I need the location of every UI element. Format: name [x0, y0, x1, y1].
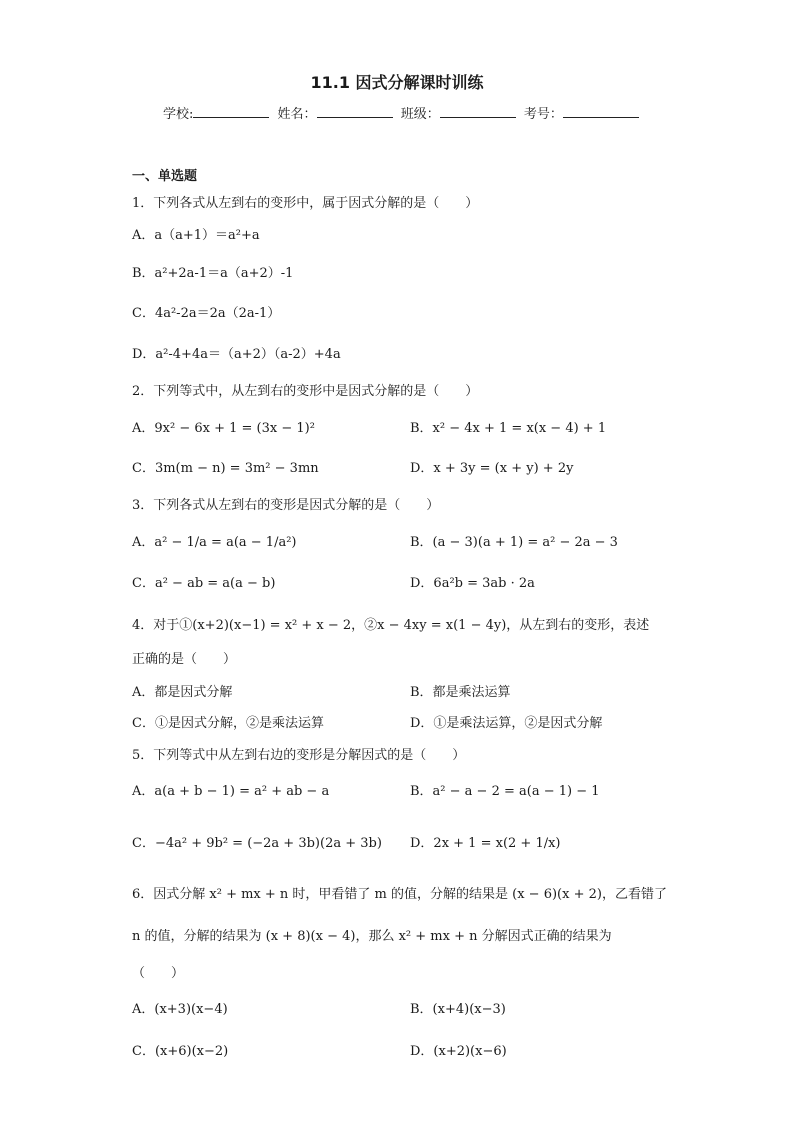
question-2-option-b: B．x² − 4x + 1 = x(x − 4) + 1 — [410, 421, 607, 436]
question-6-option-d: D．(x+2)(x−6) — [410, 1044, 507, 1059]
question-1-option-a: A．a（a+1）＝a²+a — [132, 228, 260, 243]
question-3-option-d: D．6a²b = 3ab · 2a — [410, 576, 535, 591]
question-6-option-c: C．(x+6)(x−2) — [132, 1044, 229, 1059]
question-2-option-c: C．3m(m − n) = 3m² − 3mn — [132, 461, 319, 476]
section-heading: 一、单选题 — [132, 169, 198, 184]
question-2-stem: 2．下列等式中，从左到右的变形中是因式分解的是（ ） — [132, 384, 479, 399]
question-4-option-c: C．①是因式分解，②是乘法运算 — [132, 716, 324, 731]
question-4-option-a: A．都是因式分解 — [132, 685, 233, 700]
name-blank — [317, 105, 393, 118]
class-blank — [440, 105, 516, 118]
exam-number-label: 考号： — [523, 107, 563, 122]
question-1-stem: 1．下列各式从左到右的变形中，属于因式分解的是（ ） — [132, 196, 479, 211]
question-1-option-d: D．a²-4+4a＝（a+2）（a-2）+4a — [132, 347, 341, 362]
exam-number-blank — [563, 105, 639, 118]
question-3-option-c: C．a² − ab = a(a − b) — [132, 576, 276, 591]
question-4-option-d: D．①是乘法运算，②是因式分解 — [410, 716, 603, 731]
school-label: 学校: — [163, 107, 194, 122]
question-2-option-d: D．x + 3y = (x + y) + 2y — [410, 461, 574, 476]
question-6-stem: 6．因式分解 x² + mx + n 时，甲看错了 m 的值，分解的结果是 (x − 6)(x + 2)，乙看错了 — [132, 887, 667, 902]
question-4-stem: 4．对于①(x+2)(x−1) = x² + x − 2，②x − 4xy = x(1 − 4y)，从左到右的变形，表述 — [132, 618, 650, 633]
class-label: 班级： — [400, 107, 440, 122]
question-5-option-b: B．a² − a − 2 = a(a − 1) − 1 — [410, 784, 600, 799]
question-6-stem-continued-2: （ ） — [132, 966, 185, 981]
question-3-option-b: B．(a − 3)(a + 1) = a² − 2a − 3 — [410, 535, 618, 550]
student-info-line — [163, 103, 643, 122]
school-blank — [193, 105, 269, 118]
question-3-stem: 3．下列各式从左到右的变形是因式分解的是（ ） — [132, 498, 440, 513]
name-label: 姓名： — [277, 107, 317, 122]
question-5-option-a: A．a(a + b − 1) = a² + ab − a — [132, 784, 330, 799]
question-3-option-a: A．a² − 1/a = a(a − 1/a²) — [132, 535, 297, 550]
question-1-option-c: C．4a²-2a＝2a（2a-1） — [132, 306, 281, 321]
question-6-option-b: B．(x+4)(x−3) — [410, 1002, 506, 1017]
question-1-option-b: B．a²+2a-1＝a（a+2）-1 — [132, 266, 294, 281]
question-4-option-b: B．都是乘法运算 — [410, 685, 511, 700]
question-5-option-c: C．−4a² + 9b² = (−2a + 3b)(2a + 3b) — [132, 836, 382, 851]
question-6-stem-continued: n 的值，分解的结果为 (x + 8)(x − 4)，那么 x² + mx + n 分解因式正确的结果为 — [132, 929, 612, 944]
question-2-option-a: A．9x² − 6x + 1 = (3x − 1)² — [132, 421, 315, 436]
question-5-option-d: D．2x + 1 = x(2 + 1/x) — [410, 836, 561, 851]
question-5-stem: 5．下列等式中从左到右边的变形是分解因式的是（ ） — [132, 748, 466, 763]
page-title: 11.1 因式分解课时训练 — [310, 73, 484, 92]
question-4-stem-continued: 正确的是（ ） — [132, 652, 237, 667]
question-6-option-a: A．(x+3)(x−4) — [132, 1002, 228, 1017]
